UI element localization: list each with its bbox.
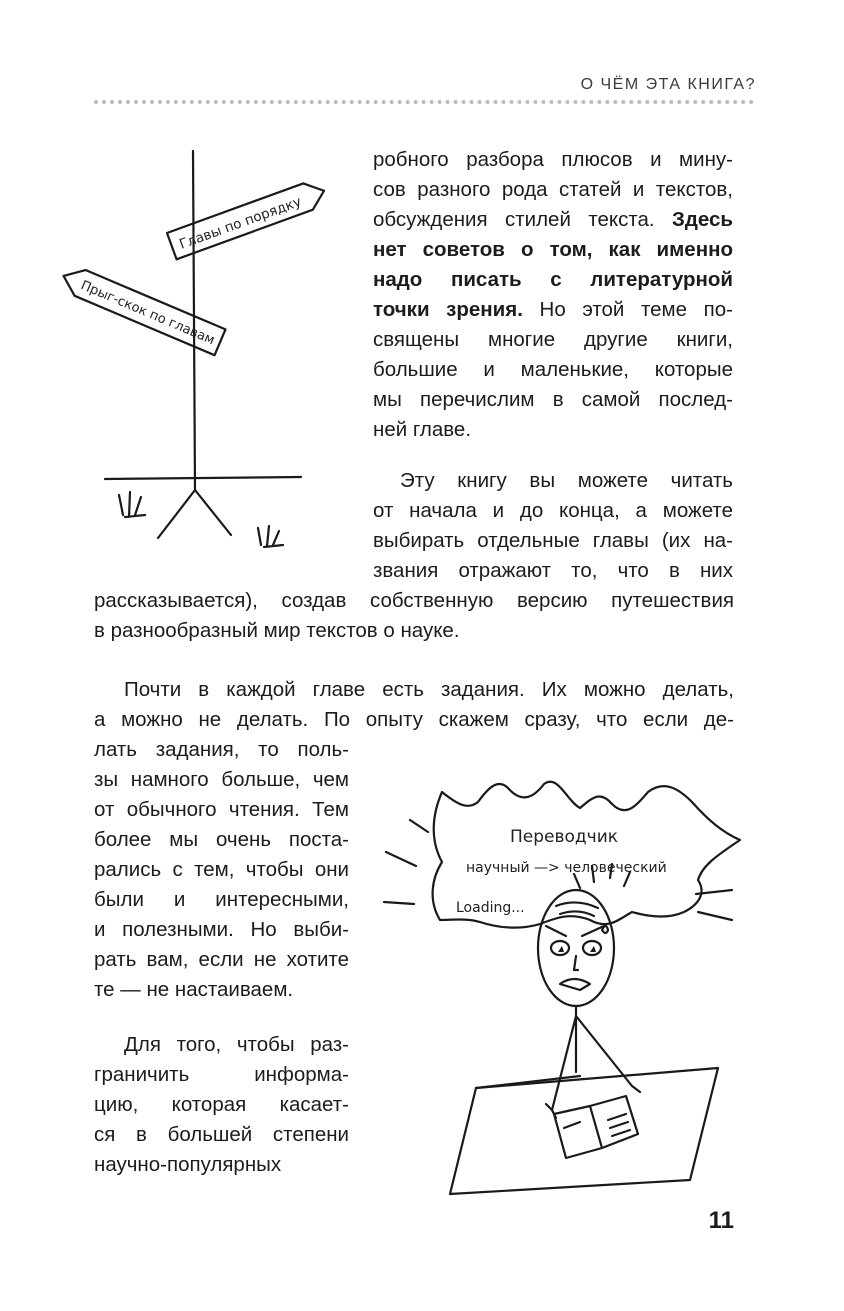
p1-line-3 xyxy=(373,205,733,235)
p2-line-2: от начала и до конца, а можете xyxy=(373,499,733,522)
p1-line-4 xyxy=(373,235,733,265)
header-dotted-rule xyxy=(94,100,754,104)
p3-line-6: более мы очень поста- xyxy=(94,828,349,851)
p3-line-2: а можно не делать. По опыту скажем сразу, что если де- xyxy=(94,708,734,731)
p1-line-1: робного разбора плюсов и мину- xyxy=(373,148,733,171)
grass-tuft-right xyxy=(258,526,283,547)
p2-line-4: звания отражают то, что в них xyxy=(373,559,733,582)
p1-bold-line-5: надо писать с литературной xyxy=(373,268,733,291)
grass-tuft-left xyxy=(119,492,145,517)
p3-line-4: зы намного больше, чем xyxy=(94,768,349,791)
p3-line-7: рались с тем, чтобы они xyxy=(94,858,349,881)
p2-line-6: в разнообразный мир текстов о науке. xyxy=(94,619,460,642)
p1-line-6b: Но этой теме по- xyxy=(539,298,733,321)
p2-line-1: Эту книгу вы можете читать xyxy=(400,469,733,492)
p3-line-5: от обычного чтения. Тем xyxy=(94,798,349,821)
sign-top-label: Главы по порядку xyxy=(177,193,304,253)
p4-line-2: граничить информа- xyxy=(94,1063,349,1086)
p1-line-3a: обсуждения стилей текста. xyxy=(373,208,655,231)
p1-line-2: сов разного рода статей и текстов, xyxy=(373,178,733,201)
page-number: 11 xyxy=(708,1207,734,1234)
p4-line-5: научно-популярных xyxy=(94,1153,282,1176)
translator-direction: научный —> человеческий xyxy=(466,860,667,876)
p1-line-8: большие и маленькие, которые xyxy=(373,358,733,381)
p1-bold-line-4: нет советов о том, как именно xyxy=(373,238,733,261)
p1-line-5 xyxy=(373,265,733,295)
p1-bold-start: Здесь xyxy=(672,208,734,231)
p1-line-7: священы многие другие книги, xyxy=(373,328,733,351)
translator-illustration xyxy=(380,770,750,1200)
p1-line-10: ней главе. xyxy=(373,418,472,441)
p1-line-9: мы перечислим в самой послед- xyxy=(373,388,733,411)
p4-line-3: цию, которая касает- xyxy=(94,1093,349,1116)
p2-line-3: выбирать отдельные главы (их на- xyxy=(373,529,733,552)
p3-line-1: Почти в каждой главе есть задания. Их можно делать, xyxy=(124,678,734,701)
p2-line-5: рассказывается), создав собственную версию путешествия xyxy=(94,589,734,612)
translator-title: Переводчик xyxy=(510,827,619,847)
p3-line-9: и полезными. Но выби- xyxy=(94,918,349,941)
p4-line-4: ся в большей степени xyxy=(94,1123,349,1146)
signpost-illustration xyxy=(55,145,345,555)
p1-line-6 xyxy=(373,295,733,325)
sign-left-label: Прыг-скок по главам xyxy=(78,278,217,349)
p1-bold-end: точки зрения. xyxy=(373,298,523,321)
p3-line-10: рать вам, если не хотите xyxy=(94,948,349,971)
p4-line-1: Для того, чтобы раз- xyxy=(124,1033,349,1056)
p3-line-11: те — не настаиваем. xyxy=(94,978,294,1001)
running-title: О ЧЁМ ЭТА КНИГА? xyxy=(580,76,756,93)
p3-line-3: лать задания, то поль- xyxy=(94,738,349,761)
p3-line-8: были и интересными, xyxy=(94,888,349,911)
loading-text: Loading... xyxy=(456,900,525,916)
